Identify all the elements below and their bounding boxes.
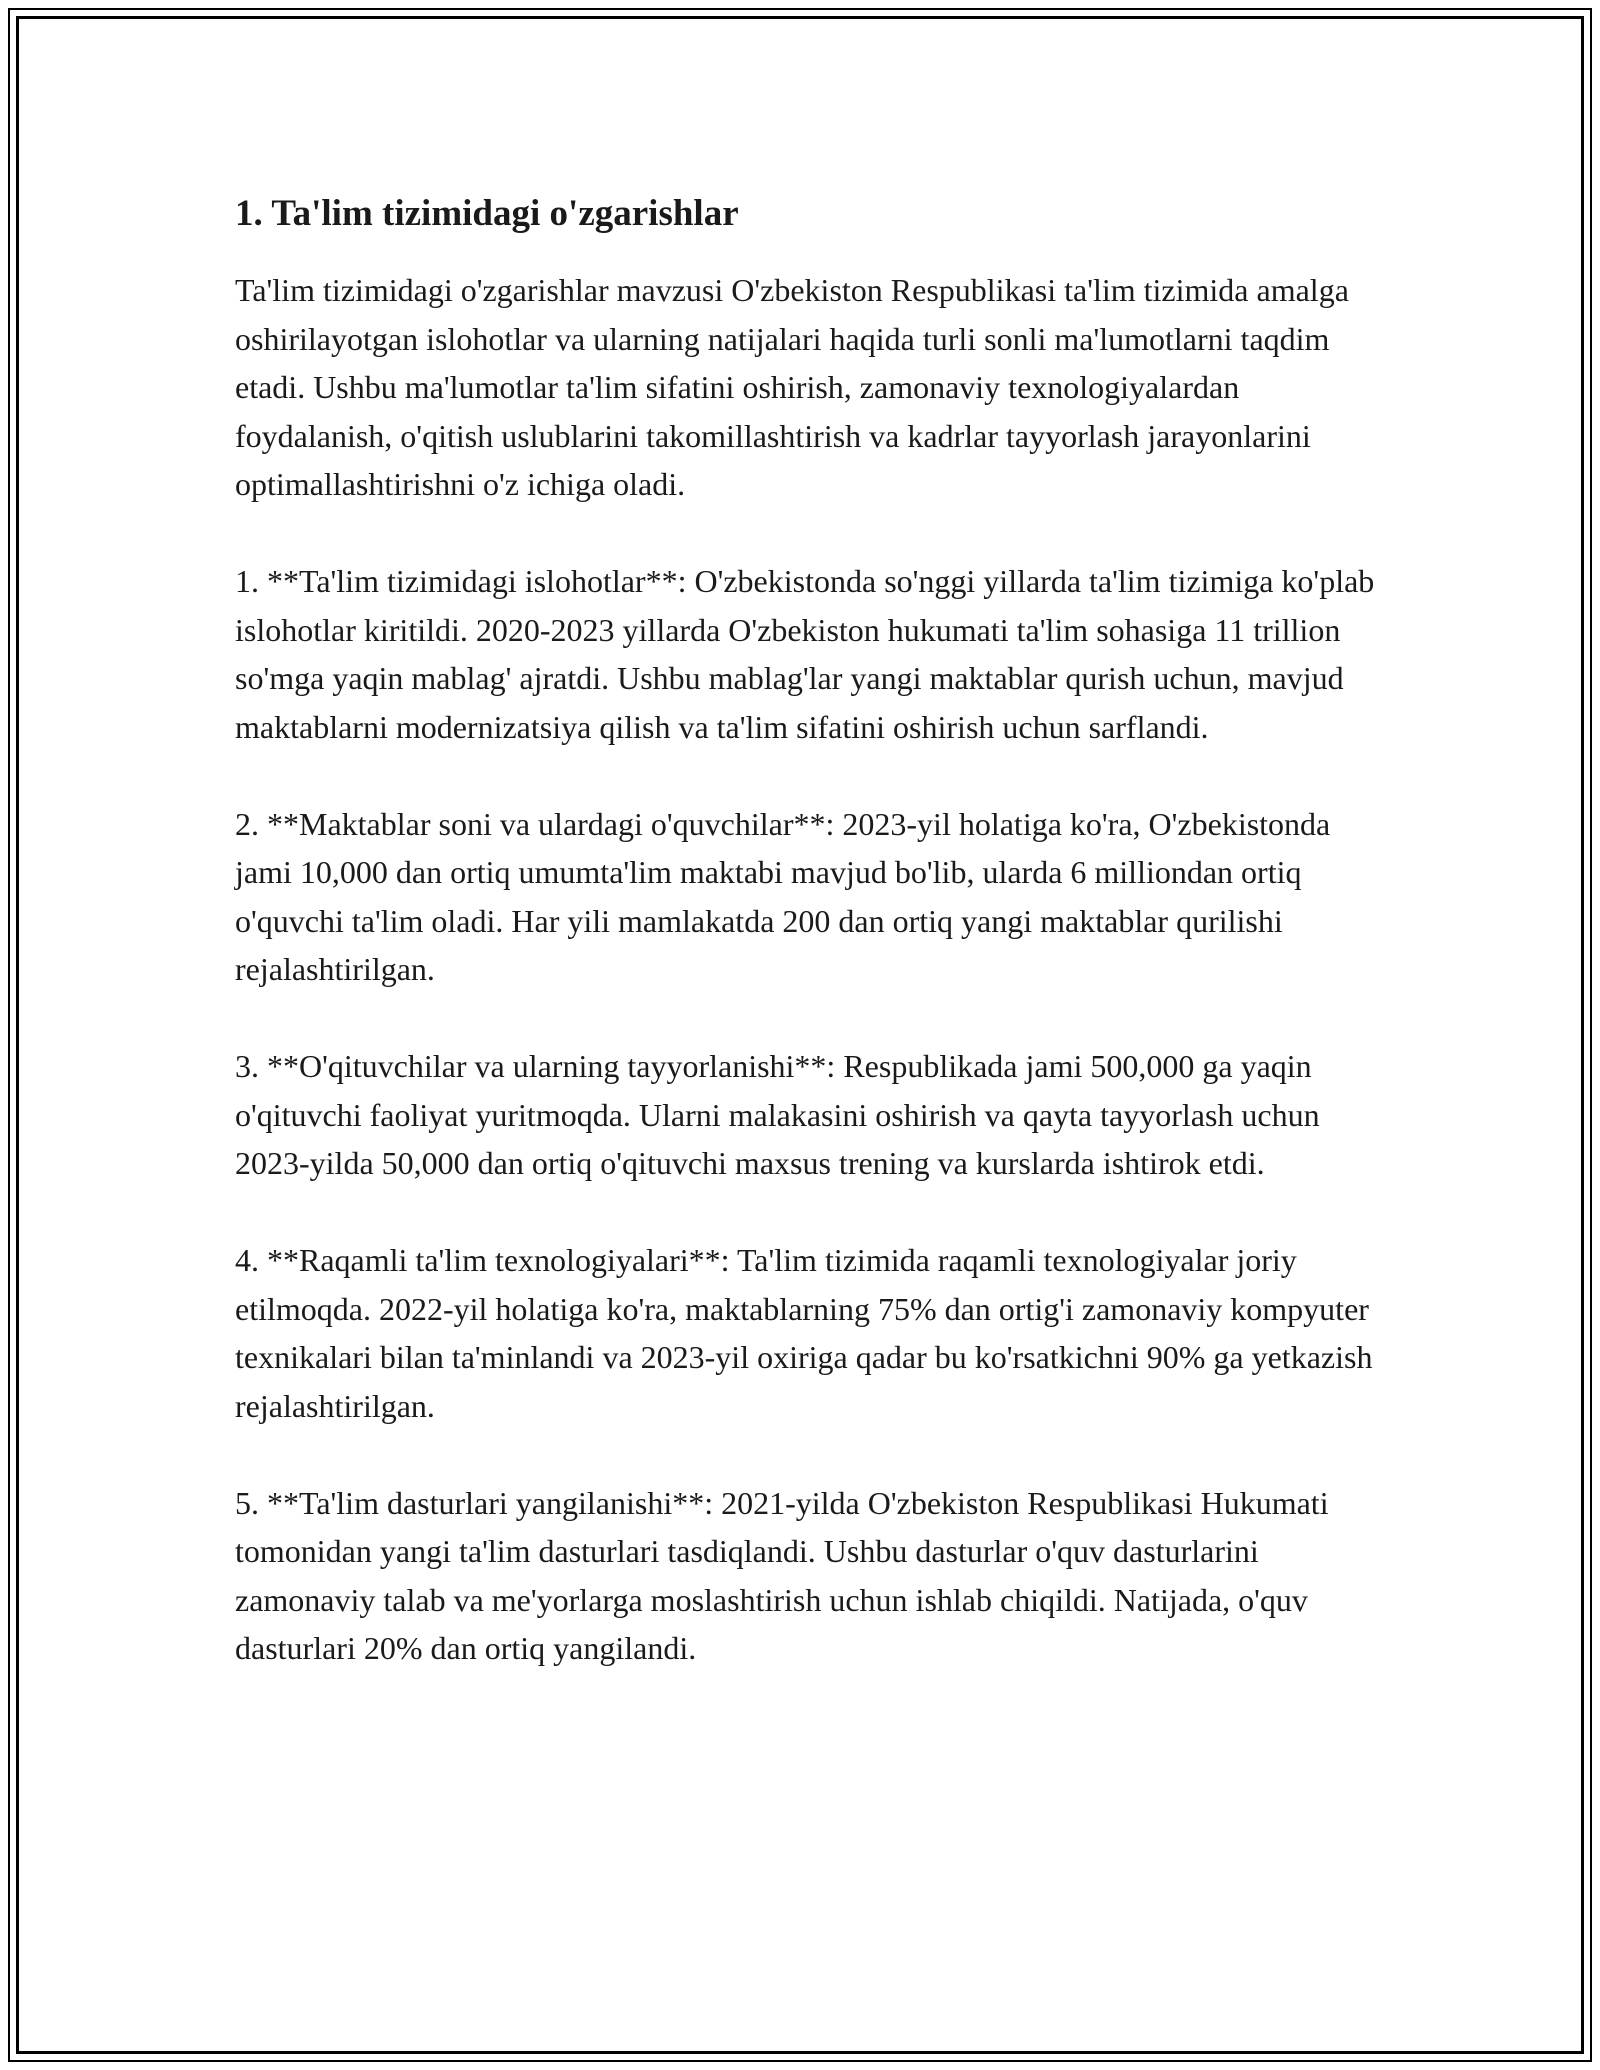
paragraph-intro: Ta'lim tizimidagi o'zgarishlar mavzusi O'zbekiston Respublikasi ta'lim tizimida amalga oshirilayotgan islohotlar va ularning natijalari haqida turli sonli ma'lumotlarni taqdim etadi. Ushbu ma'lumotlar ta'lim sifatini oshirish, zamonaviy texnologiyalardan foydalanish, o'qitish uslublarini takomillashtirish va kadrlar tayyorlash jarayonlarini optimallashtirishni o'z ichiga oladi. — [235, 272, 1349, 502]
paragraph-reforms: 1. **Ta'lim tizimidagi islohotlar**: O'zbekistonda so'nggi yillarda ta'lim tizimiga ko'plab islohotlar kiritildi. 2020-2023 yillarda O'zbekiston hukumati ta'lim sohasiga 11 trillion so'mga yaqin mablag' ajratdi. Ushbu mablag'lar yangi maktablar qurish uchun, mavjud maktablarni modernizatsiya qilish va ta'lim sifatini oshirish uchun sarflandi. — [235, 563, 1375, 745]
paragraph-schools: 2. **Maktablar soni va ulardagi o'quvchilar**: 2023-yil holatiga ko'ra, O'zbekistonda jami 10,000 dan ortiq umumta'lim maktabi mavjud bo'lib, ularda 6 milliondan ortiq o'quvchi ta'lim oladi. Har yili mamlakatda 200 dan ortiq yangi maktablar qurilishi rejalashtirilgan. — [235, 805, 1331, 987]
paragraph-digital: 4. **Raqamli ta'lim texnologiyalari**: Ta'lim tizimida raqamli texnologiyalar joriy etilmoqda. 2022-yil holatiga ko'ra, maktablarning 75% dan ortig'i zamonaviy kompyuter texnikalari bilan ta'minlandi va 2023-yil oxiriga qadar bu ko'rsatkichni 90% ga yetkazish rejalashtirilgan. — [235, 1242, 1373, 1424]
page-title: 1. Ta'lim tizimidagi o'zgarishlar — [235, 193, 739, 234]
paragraph-teachers: 3. **O'qituvchilar va ularning tayyorlanishi**: Respublikada jami 500,000 ga yaqin o'qituvchi faoliyat yuritmoqda. Ularni malakasini oshirish va qayta tayyorlash uchun 2023-yilda 50,000 dan ortiq o'qituvchi maxsus trening va kurslarda ishtirok etdi. — [235, 1048, 1320, 1181]
paragraph-curricula: 5. **Ta'lim dasturlari yangilanishi**: 2021-yilda O'zbekiston Respublikasi Hukumati tomonidan yangi ta'lim dasturlari tasdiqlandi. Ushbu dasturlar o'quv dasturlarini zamonaviy talab va me'yorlarga moslashtirish uchun ishlab chiqildi. Natijada, o'quv dasturlari 20% dan ortiq yangilandi. — [235, 1484, 1329, 1666]
document-body — [235, 190, 1375, 1673]
